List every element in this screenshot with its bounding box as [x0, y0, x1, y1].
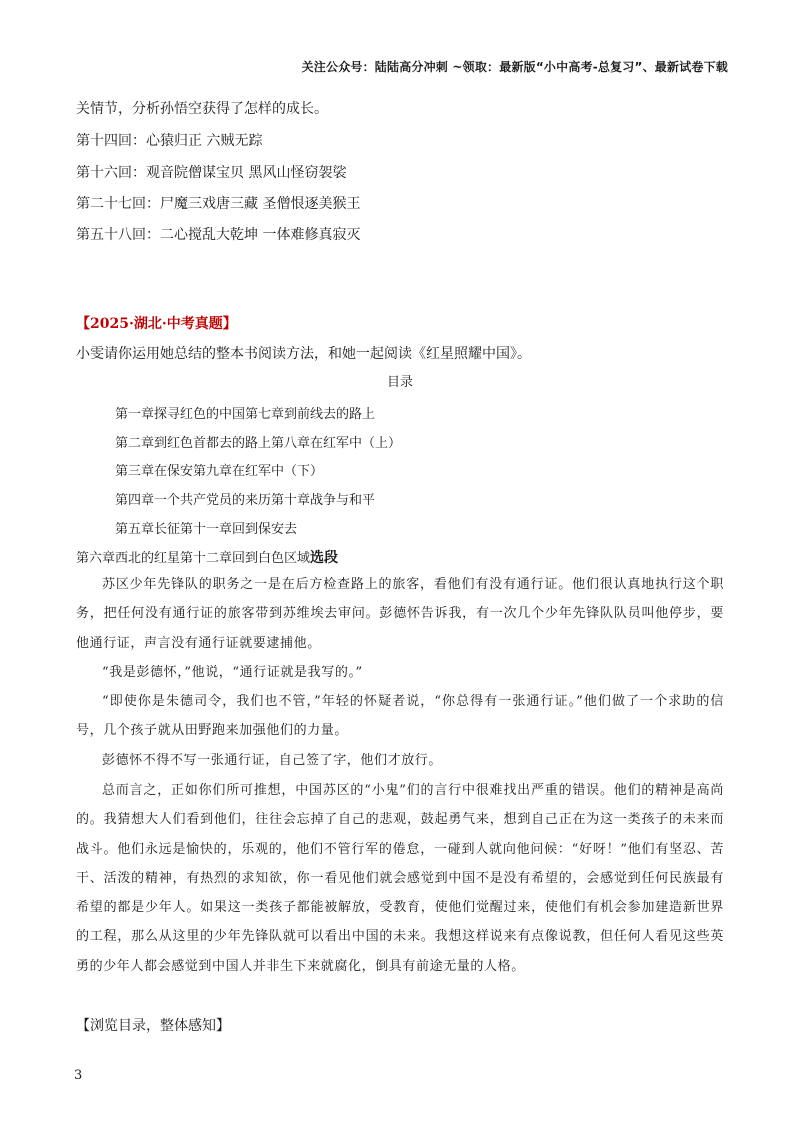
chapter-item: 第十四回：心猿归正 六贼无踪 [76, 133, 263, 149]
passage-paragraph: 苏区少年先锋队的职务之一是在后方检查路上的旅客，看他们有没有通行证。他们很认真地执行这个职务，把任何没有通行证的旅客带到苏维埃去审问。彭德怀告诉我，有一次几个少年先锋队队员叫他停步，要他通行证，声言没有通行证就要逮捕他。 [76, 577, 724, 651]
toc-row: 第五章长征第十一章回到保安去 [115, 522, 298, 537]
passage-paragraph: 总而言之，正如你们所可推想，中国苏区的“小鬼”们的言行中很难找出严重的错误。他们的精神是高尚的。我猜想大人们看到他们，往往会忘掉了自己的悲观，鼓起勇气来，想到自己正在为这一类孩子的未来而战斗。他们永远是愉快的，乐观的，他们不管行军的倦怠，一碰到人就向他问候：“好呀！”他们有坚忍、苦干、活泼的精神，有热烈的求知欲，你一看见他们就会感觉到中国不是没有希望的，会感觉到任何民族最有希望的都是少年人。如果这一类孩子都能被解放，受教育，使他们觉醒过来，使他们有机会参加建造新世界的工程，那么从这里的少年先锋队就可以看出中国的未来。我想这样说来有点像说教，但任何人看见这些英勇的少年人都会感觉到中国人并非生下来就腐化，倒具有前途无量的人格。 [76, 783, 724, 974]
header-notice: 关注公众号：陆陆高分冲刺 ~领取：最新版“小中高考-总复习”、最新试卷下载 [301, 60, 728, 74]
passage-paragraph: 彭德怀不得不写一张通行证，自己签了字，他们才放行。 [102, 753, 443, 768]
page-number: 3 [74, 1068, 83, 1083]
toc-title: 目录 [386, 375, 413, 390]
chapter-item: 第十六回：观音院僧谋宝贝 黑风山怪窃袈裟 [76, 165, 347, 181]
chapter-item: 第五十八回：二心搅乱大乾坤 一体难修真寂灭 [76, 227, 361, 243]
passage-paragraph: “我是彭德怀，”他说，“通行证就是我写的。” [102, 665, 363, 680]
toc-row: 第一章探寻红色的中国第七章到前线去的路上 [115, 407, 376, 422]
section-label: 选段 [310, 550, 339, 566]
passage-paragraph: “即使你是朱德司令，我们也不管，”年轻的怀疑者说，“你总得有一张通行证。”他们做了一个求助的信号，几个孩子就从田野跑来加强他们的力量。 [76, 694, 724, 739]
toc-row: 第六章西北的红星第十二章回到白色区域 [76, 551, 311, 566]
task-heading: 【浏览目录，整体感知】 [76, 1018, 230, 1034]
previous-question-tail: 关情节，分析孙悟空获得了怎样的成长。 [76, 101, 328, 117]
toc-row: 第四章一个共产党员的来历第十章战争与和平 [115, 493, 376, 508]
toc-last-row [76, 547, 338, 567]
toc-row: 第二章到红色首都去的路上第八章在红军中（上） [115, 436, 402, 451]
exam-tag: 【2025·湖北·中考真题】 [76, 316, 237, 332]
exam-intro: 小雯请你运用她总结的整本书阅读方法，和她一起阅读《红星照耀中国》。 [76, 346, 531, 362]
chapter-item: 第二十七回：尸魔三戏唐三藏 圣僧恨逐美猴王 [76, 196, 361, 212]
toc-row: 第三章在保安第九章在红军中（下） [115, 464, 324, 479]
